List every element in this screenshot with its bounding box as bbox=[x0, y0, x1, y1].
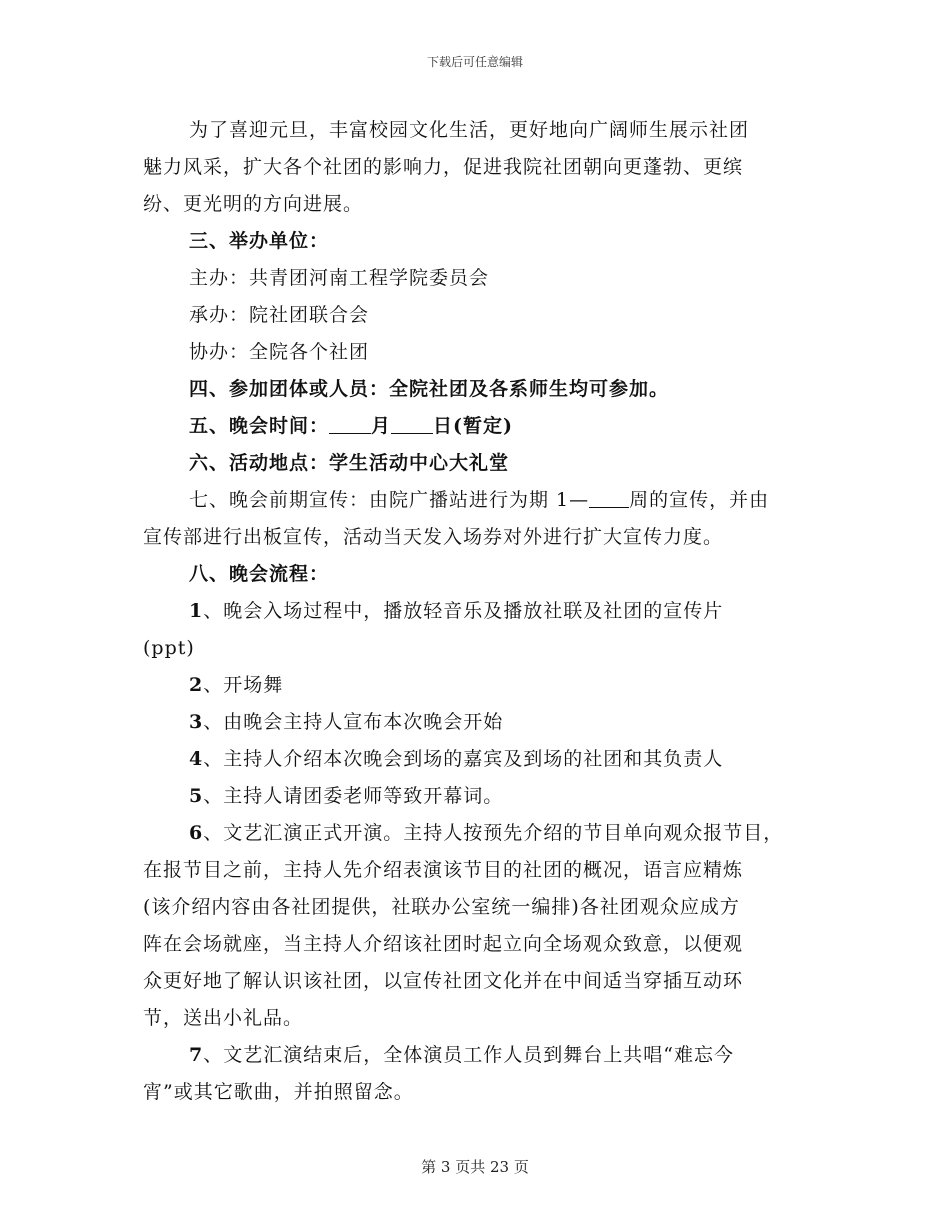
flow-item-6-line-5: 众更好地了解认识该社团，以宣传社团文化并在中间适当穿插互动环 bbox=[143, 970, 744, 992]
document-body bbox=[143, 112, 823, 1111]
flow-item-6-line-4: 阵在会场就座，当主持人介绍该社团时起立向全场观众致意，以便观 bbox=[143, 933, 744, 955]
flow-item-1-continued: (ppt) bbox=[143, 637, 195, 659]
section-7-line-1 bbox=[143, 482, 823, 519]
week-blank bbox=[589, 487, 629, 508]
flow-item-3-text: 、由晚会主持人宣布本次晚会开始 bbox=[203, 711, 504, 733]
intro-line-1: 为了喜迎元旦，丰富校园文化生活，更好地向广阔师生展示社团 bbox=[189, 119, 750, 141]
flow-item-7-number: 7 bbox=[189, 1044, 204, 1066]
intro-line-2: 魅力风采，扩大各个社团的影响力，促进我院社团朝向更蓬勃、更缤 bbox=[143, 156, 744, 178]
section-7-line-2: 宣传部进行出板宣传，活动当天发入场券对外进行扩大宣传力度。 bbox=[143, 526, 724, 548]
section-8-title: 八、晚会流程： bbox=[189, 563, 330, 585]
flow-item-6-text: 、文艺汇演正式开演。主持人按预先介绍的节目单向观众报节目， bbox=[203, 822, 784, 844]
section-3-host: 主办：共青团河南工程学院委员会 bbox=[189, 267, 490, 289]
flow-item-6-line-2: 在报节目之前，主持人先介绍表演该节目的社团的概况，语言应精炼 bbox=[143, 859, 744, 881]
intro-line-3: 纷、更光明的方向进展。 bbox=[143, 193, 364, 215]
flow-item-1 bbox=[143, 593, 823, 630]
section-7-text-b: 周的宣传，并由 bbox=[629, 489, 770, 511]
section-5-month: 月 bbox=[371, 415, 392, 437]
flow-item-1-text: 、晚会入场过程中，播放轻音乐及播放社联及社团的宣传片 bbox=[203, 600, 724, 622]
flow-item-7 bbox=[143, 1037, 823, 1074]
flow-item-4-number: 4 bbox=[189, 748, 204, 770]
flow-item-2-text: 、开场舞 bbox=[203, 674, 284, 696]
page-header: 下载后可任意编辑 bbox=[426, 55, 523, 69]
flow-item-4-text: 、主持人介绍本次晚会到场的嘉宾及到场的社团和其负责人 bbox=[203, 748, 724, 770]
flow-item-3-number: 3 bbox=[189, 711, 204, 733]
section-6: 六、活动地点：学生活动中心大礼堂 bbox=[189, 452, 510, 474]
flow-item-4 bbox=[143, 741, 823, 778]
flow-item-3 bbox=[143, 704, 823, 741]
flow-item-6-line-6: 节，送出小礼品。 bbox=[143, 1007, 304, 1029]
section-5-label: 五、晚会时间： bbox=[189, 415, 330, 437]
section-3-organizer: 承办：院社团联合会 bbox=[189, 304, 370, 326]
flow-item-6-line-3: (该介绍内容由各社团提供，社联办公室统一编排)各社团观众应成方 bbox=[143, 896, 740, 918]
section-5 bbox=[143, 408, 823, 445]
section-3-co-organizer: 协办：全院各个社团 bbox=[189, 341, 370, 363]
section-4: 四、参加团体或人员：全院社团及各系师生均可参加。 bbox=[189, 378, 670, 400]
month-blank bbox=[329, 413, 371, 434]
section-3-title: 三、举办单位： bbox=[189, 230, 330, 252]
flow-item-5 bbox=[143, 778, 823, 815]
flow-item-5-number: 5 bbox=[189, 785, 204, 807]
flow-item-7-text: 、文艺汇演结束后，全体演员工作人员到舞台上共唱“难忘今 bbox=[203, 1044, 734, 1066]
flow-item-1-number: 1 bbox=[189, 600, 204, 622]
flow-item-5-text: 、主持人请团委老师等致开幕词。 bbox=[203, 785, 504, 807]
section-5-day: 日(暂定) bbox=[433, 415, 514, 437]
flow-item-6 bbox=[143, 815, 823, 852]
day-blank bbox=[391, 413, 433, 434]
flow-item-6-number: 6 bbox=[189, 822, 204, 844]
page-footer: 第 3 页共 23 页 bbox=[421, 1158, 529, 1176]
flow-item-2-number: 2 bbox=[189, 674, 204, 696]
flow-item-7-line-2: 宵”或其它歌曲，并拍照留念。 bbox=[143, 1081, 414, 1103]
section-7-text-a: 七、晚会前期宣传：由院广播站进行为期 1— bbox=[189, 489, 590, 511]
flow-item-2 bbox=[143, 667, 823, 704]
